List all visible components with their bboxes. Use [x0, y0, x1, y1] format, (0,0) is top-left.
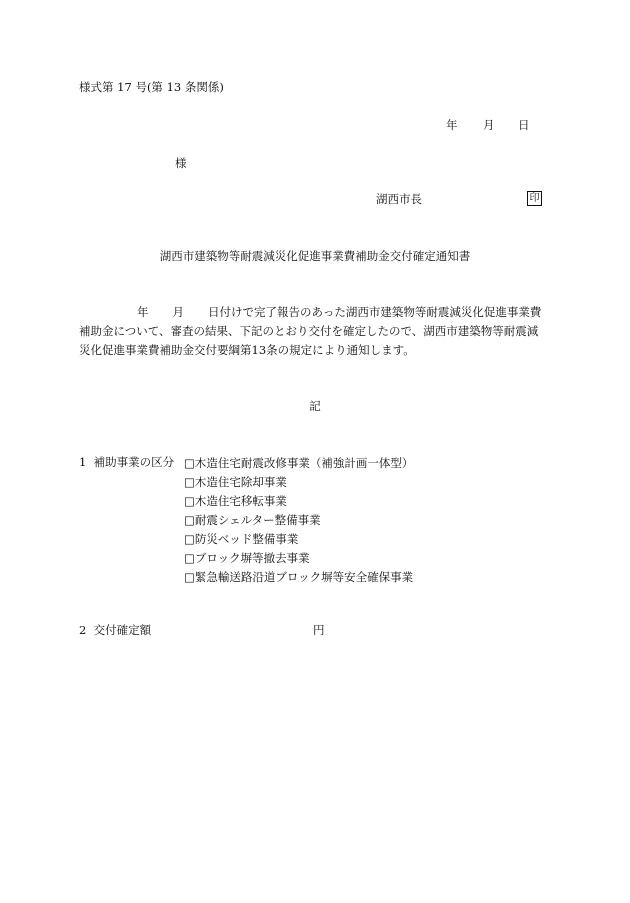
option-wooden-seismic-retrofit[interactable]: □木造住宅耐震改修事業（補強計画一体型）	[184, 456, 414, 470]
seal-mark: 印	[527, 191, 542, 206]
body-year: 年	[137, 305, 149, 319]
body-line-1-rest: 日付けで完了報告のあった湖西市建築物等耐震減災化促進事業費	[208, 305, 542, 319]
item1-options	[184, 454, 413, 587]
option-wooden-demolition[interactable]: □木造住宅除却事業	[184, 475, 287, 489]
body-line-1	[79, 303, 559, 322]
body-line-2: 補助金について、審査の結果、下記のとおり交付を確定したので、湖西市建築物等耐震減	[79, 324, 539, 338]
body-line-3: 災化促進事業費補助金交付要綱第13条の規定により通知します。	[79, 343, 415, 357]
option-wooden-relocation[interactable]: □木造住宅移転事業	[184, 494, 287, 508]
option-disaster-bed[interactable]: □防災ベッド整備事業	[184, 532, 299, 546]
body-month: 月	[172, 305, 184, 319]
date-year: 年	[446, 118, 458, 132]
issuer-name: 湖西市長	[376, 192, 422, 206]
item1-label: 1 補助事業の区分	[79, 455, 175, 469]
item2-label: 2 交付確定額	[79, 623, 152, 637]
date-month: 月	[483, 118, 495, 132]
option-emergency-route-block-wall[interactable]: □緊急輸送路沿道ブロック塀等安全確保事業	[184, 570, 414, 584]
document-title: 湖西市建築物等耐震減災化促進事業費補助金交付確定通知書	[159, 249, 471, 263]
date-day: 日	[518, 118, 530, 132]
body-text	[79, 303, 559, 360]
option-block-wall-removal[interactable]: □ブロック塀等撤去事業	[184, 551, 310, 565]
option-seismic-shelter[interactable]: □耐震シェルター整備事業	[184, 513, 321, 527]
item2-unit: 円	[313, 623, 325, 637]
date-line	[446, 117, 530, 133]
form-number: 様式第 17 号(第 13 条関係)	[79, 80, 224, 94]
record-mark: 記	[309, 399, 321, 413]
addressee-suffix: 様	[175, 156, 187, 170]
